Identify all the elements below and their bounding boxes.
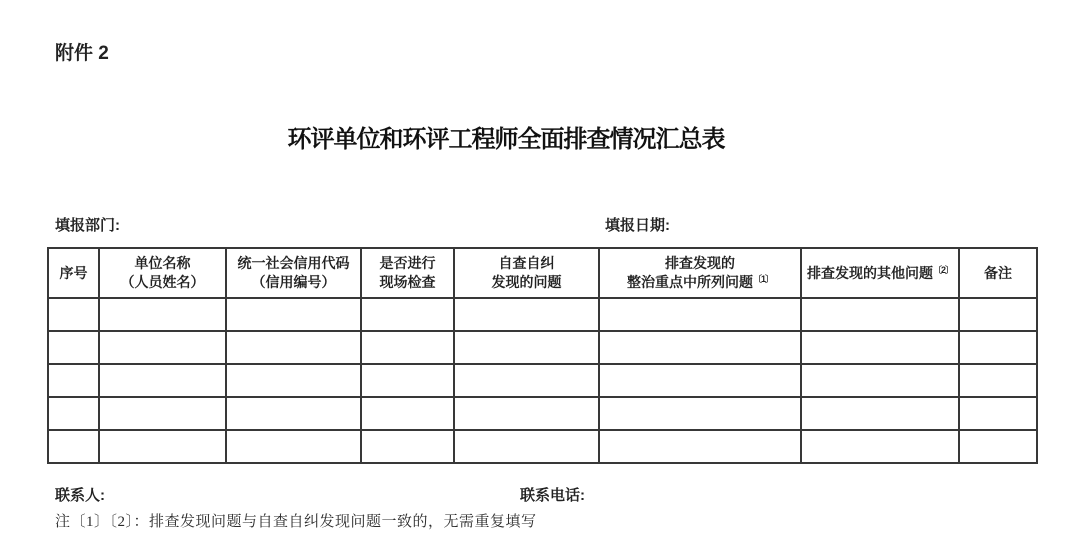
empty-cell [599,364,801,397]
footer-row [0,484,1080,504]
empty-cell [959,430,1037,463]
empty-cell [361,298,454,331]
empty-cell [48,397,99,430]
col-header-key-rectification-issues: 排查发现的 整治重点中所列问题$^{〔1〕}$ [599,248,801,298]
empty-cell [801,430,959,463]
empty-cell [454,430,599,463]
empty-cell [599,430,801,463]
empty-cell [99,364,226,397]
col-header-remarks: 备注 [959,248,1037,298]
empty-cell [801,298,959,331]
empty-cell [361,430,454,463]
empty-cell [99,298,226,331]
empty-cell [99,397,226,430]
empty-cell [48,430,99,463]
empty-cell [959,364,1037,397]
empty-cell [801,364,959,397]
empty-cell [959,397,1037,430]
empty-cell [599,331,801,364]
page-title: 环评单位和环评工程师全面排查情况汇总表 [287,127,725,153]
empty-cell [454,298,599,331]
empty-cell [361,331,454,364]
table-body [48,298,1037,463]
empty-cell [801,331,959,364]
col-header-self-inspection-issues: 自查自纠 发现的问题 [454,248,599,298]
title-area [0,119,1012,154]
table-row [48,397,1037,430]
empty-cell [361,364,454,397]
reporting-date-label: 填报日期: [605,217,670,234]
table-row [48,331,1037,364]
contact-phone-label: 联系电话: [520,487,585,504]
empty-cell [361,397,454,430]
header-row [48,248,1037,298]
empty-cell [226,397,361,430]
empty-cell [454,331,599,364]
attachment-label: 附件 2 [55,43,109,64]
reporting-department-label: 填报部门: [55,217,120,234]
empty-cell [454,364,599,397]
contact-person-label: 联系人: [55,487,105,504]
empty-cell [48,364,99,397]
empty-cell [599,397,801,430]
footnote: 注〔1〕〔2〕：排查发现问题与自查自纠发现问题一致的，无需重复填写 [55,514,537,530]
col-header-onsite-check: 是否进行 现场检查 [361,248,454,298]
meta-row [0,214,1080,236]
table-header [48,248,1037,298]
empty-cell [801,397,959,430]
table-row [48,430,1037,463]
empty-cell [226,430,361,463]
col-header-index: 序号 [48,248,99,298]
col-header-unit-name: 单位名称 （人员姓名） [99,248,226,298]
col-header-other-issues: 排查发现的其他问题$^{〔2〕}$ [801,248,959,298]
table-row [48,298,1037,331]
empty-cell [226,331,361,364]
empty-cell [599,298,801,331]
empty-cell [454,397,599,430]
summary-table [47,247,1038,464]
empty-cell [48,331,99,364]
empty-cell [99,430,226,463]
empty-cell [226,364,361,397]
table-row [48,364,1037,397]
empty-cell [959,331,1037,364]
empty-cell [99,331,226,364]
empty-cell [959,298,1037,331]
empty-cell [48,298,99,331]
col-header-credit-code: 统一社会信用代码 （信用编号） [226,248,361,298]
empty-cell [226,298,361,331]
